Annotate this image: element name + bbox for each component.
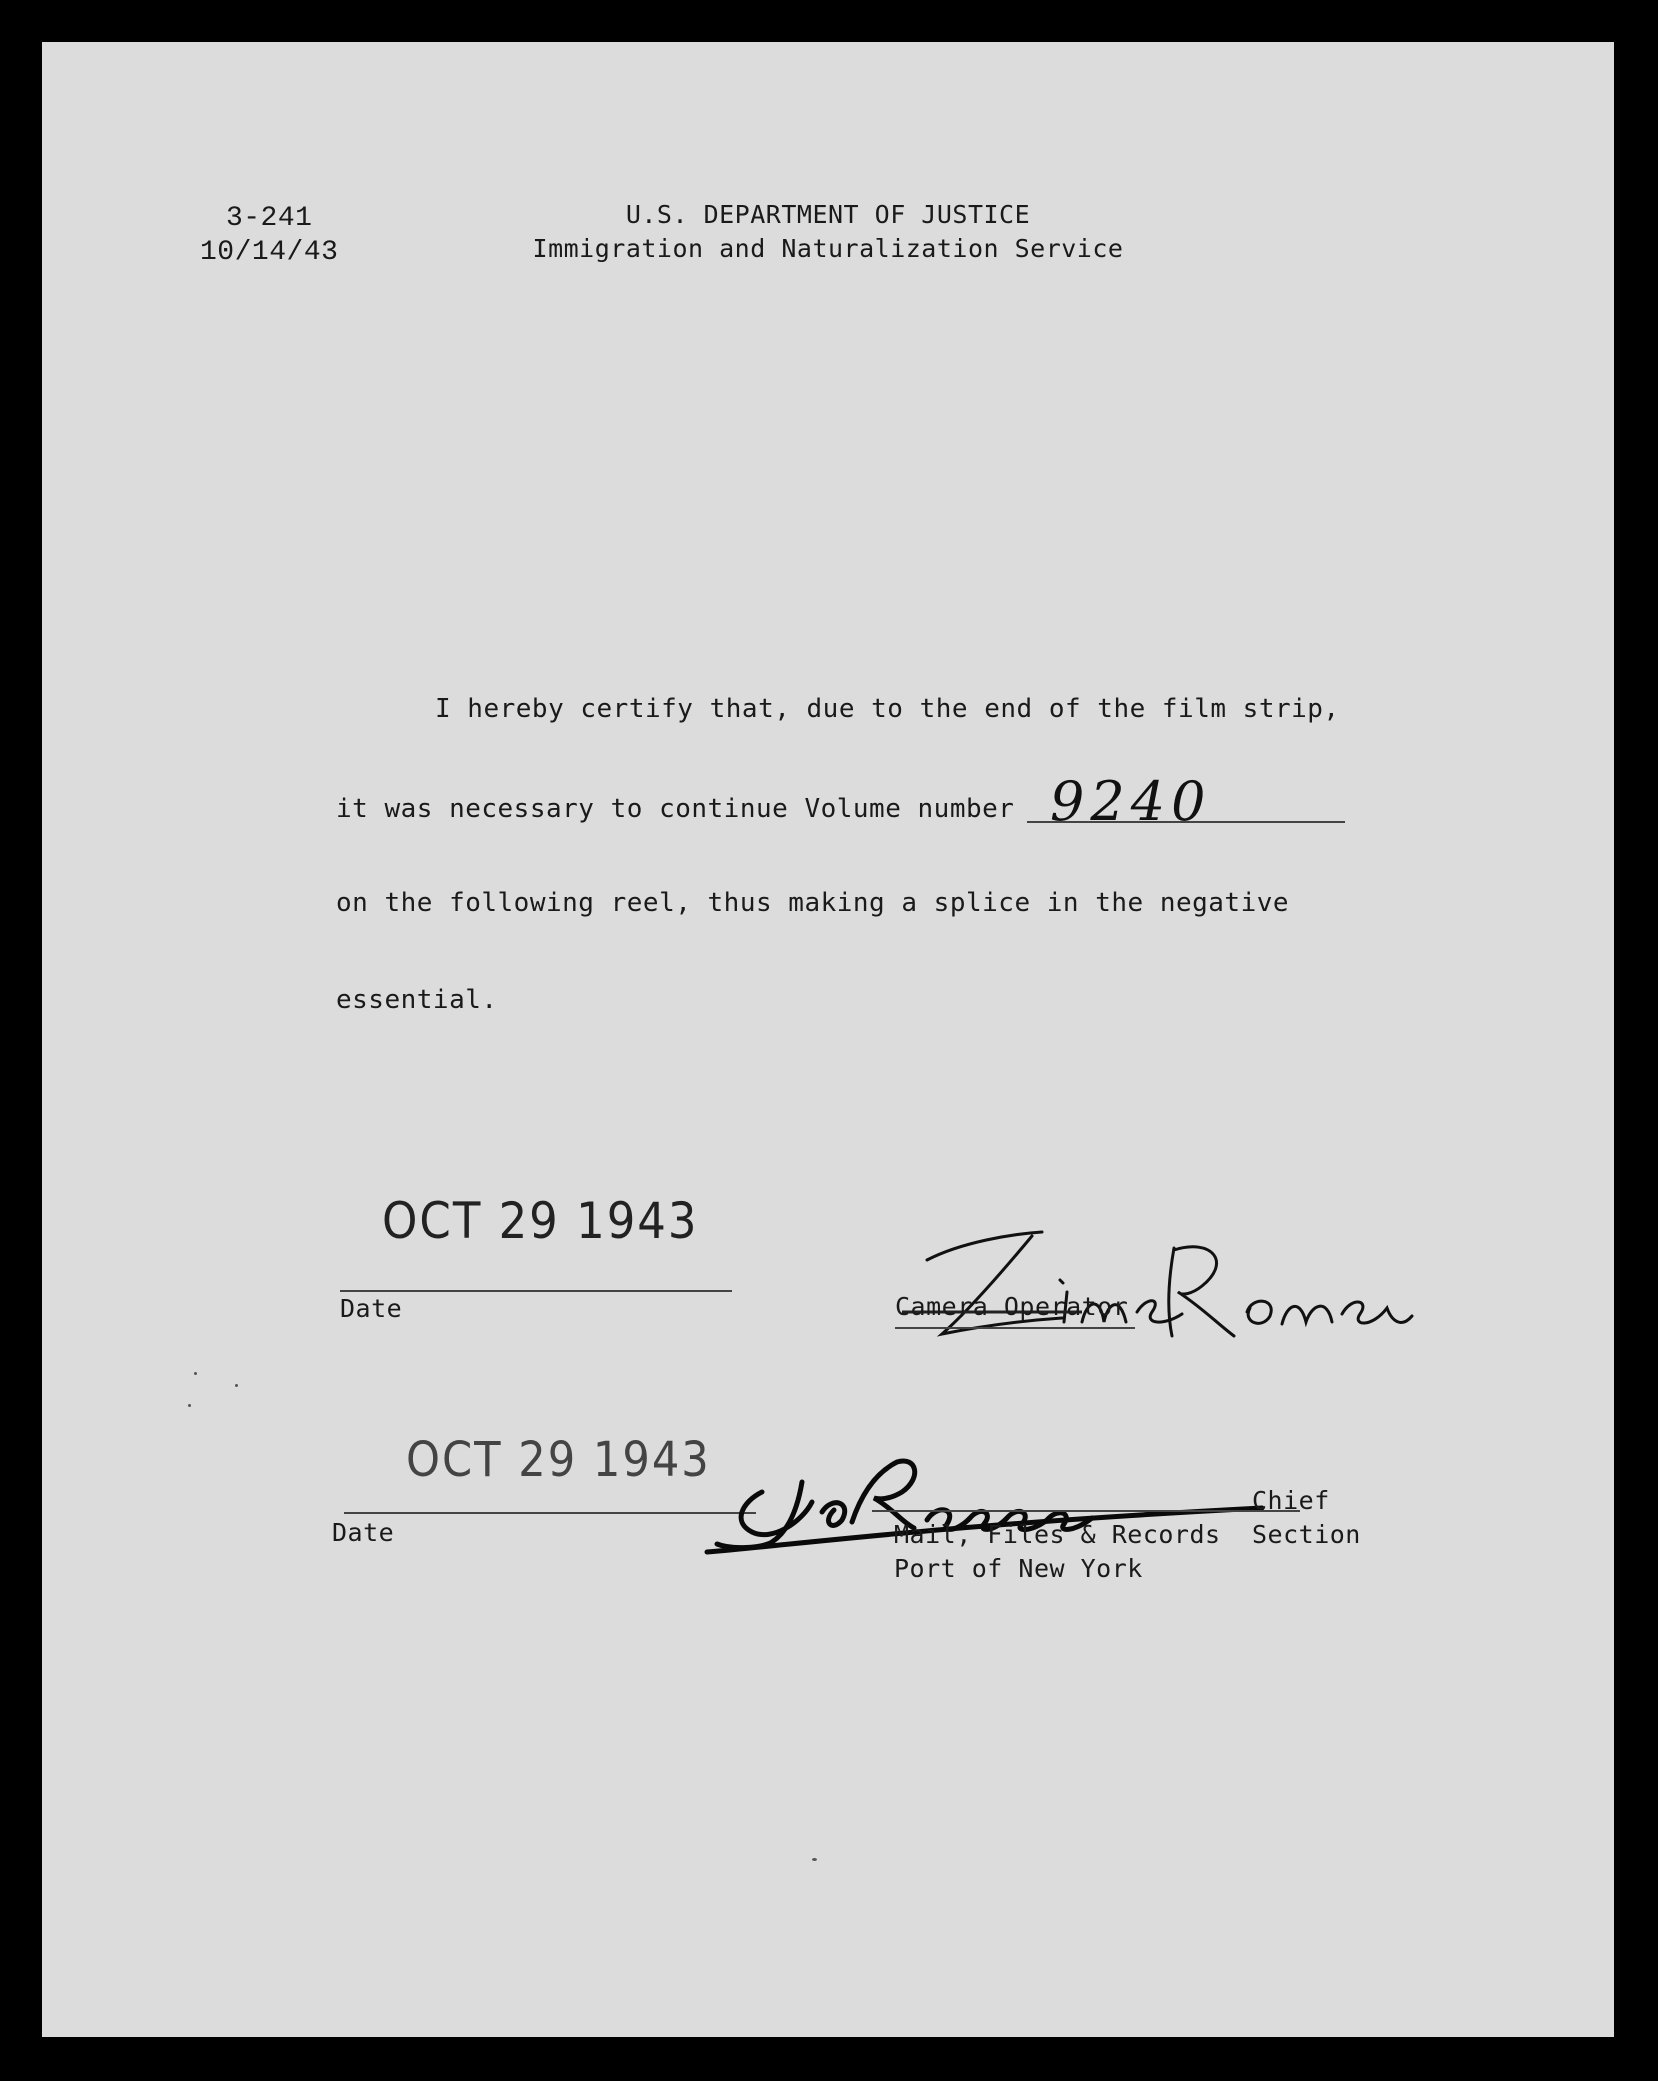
service-heading: Immigration and Naturalization Service — [532, 234, 1124, 263]
speck — [812, 1858, 817, 1861]
document-page — [42, 42, 1614, 2037]
certification-line-2: it was necessary to continue Volume number — [336, 794, 1015, 824]
department-heading: U.S. DEPARTMENT OF JUSTICE — [625, 200, 1031, 229]
office-label: Mail, Files & Records — [894, 1520, 1221, 1549]
chief-signature-line — [872, 1510, 1300, 1512]
certification-line-1: I hereby certify that, due to the end of the film strip, — [435, 694, 1340, 724]
camera-operator-label: Camera Operator — [895, 1292, 1129, 1321]
certification-line-3: on the following reel, thus making a splice in the negative — [336, 888, 1290, 918]
chief-date-stamp: OCT 29 1943 — [406, 1432, 711, 1488]
date-label: Date — [340, 1294, 403, 1323]
chief-date-line — [344, 1512, 756, 1514]
speck — [194, 1372, 197, 1375]
certification-line-4: essential. — [336, 985, 498, 1015]
chief-date-label: Date — [332, 1518, 395, 1547]
camera-operator-line — [895, 1327, 1135, 1329]
section-label: Section — [1252, 1520, 1361, 1549]
speck — [188, 1404, 191, 1407]
chief-label: Chief — [1252, 1486, 1330, 1515]
location-label: Port of New York — [894, 1554, 1143, 1583]
form-number: 3-241 — [225, 203, 313, 234]
volume-number-handwritten: 9240 — [1050, 770, 1212, 833]
date-line — [340, 1290, 732, 1292]
date-stamp: OCT 29 1943 — [382, 1192, 699, 1250]
camera-operator-signature — [882, 1212, 1422, 1352]
form-date: 10/14/43 — [200, 237, 339, 268]
speck — [235, 1384, 238, 1387]
